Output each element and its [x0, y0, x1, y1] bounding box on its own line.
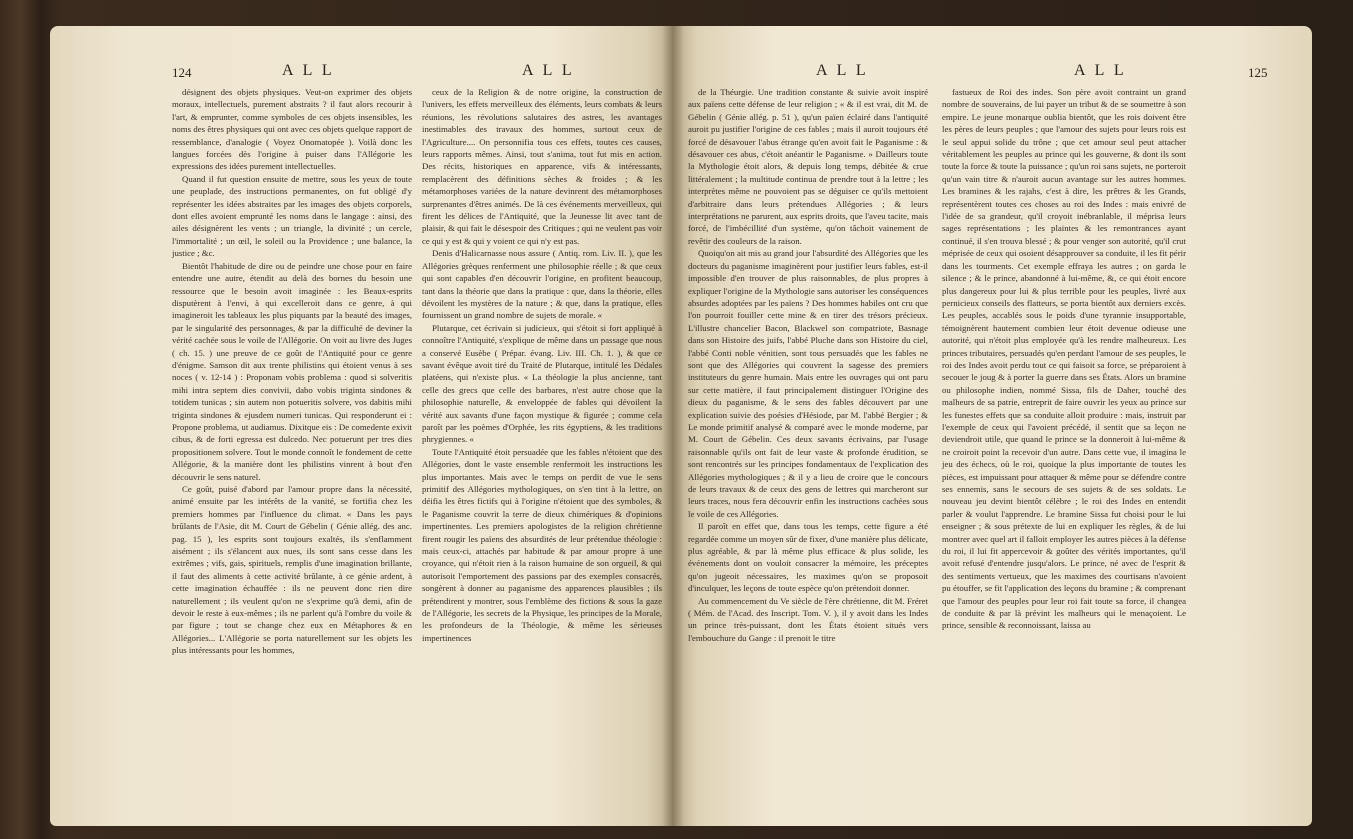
paragraph: Denis d'Halicarnasse nous assure ( Antiq. rom. Liv. II. ), que les Allégories grèques renferment une philosophie réelle ; & que ceux qui sont capables d'en découvrir l'origine, en profitent beaucoup, tant dans la théorie que dans la pratique : que, dans la théorie, elles dévoilent les mystères de la nature ; & que, dans la pratique, elles fournissent un grand nombre de sujets de morale. «: [422, 248, 662, 321]
paragraph: Ce goût, puisé d'abord par l'amour propre dans la nécessité, animé ensuite par les intérêts de la vanité, se fortifia chez les premiers hommes par l'influence du climat. « Dans les pays brûlants de l'Asie, dit M. Court de Gébelin ( Génie allég. des anc. pag. 15 ), les esprits sont toujours exaltés, ils s'enflamment aisément ; ils s'élancent aux nues, ils sont sans cesse dans les extrêmes ; vifs, gais, spirituels, remplis d'une imagination brillante, il faut des aliments à cette activité brûlante, à ce génie ardent, à cette imagination échauffée : ils ne peuvent donc rien dire naturellement ; ils veulent qu'on ne s'exprime qu'à demi, afin de devoir le reste à eux-mêmes ; ils ne parlent qu'à l'ombre du voile & par figure ; tout se change chez eux en Métaphores & en Allégories... L'Allégorie se porta naturellement sur les objets les plus intéressants pour les hommes,: [172, 484, 412, 656]
paragraph: Bientôt l'habitude de dire ou de peindre une chose pour en faire entendre une autre, étendit au delà des bornes du besoin une ressource que le besoin avoit imaginée : les Beaux-esprits disputèrent à l'envi, à qui excelleroit dans ce genre, à qui imagineroit les tableaux les plus piquants par la beauté des images, par le singularité des personnages, & par la difficulté de deviner la vérité cachée sous le voile de l'Allégorie. On voit au livre des Juges ( ch. 15. ) une preuve de ce goût de l'Antiquité pour ce genre d'énigme. Samson dit aux trente philistins qui étoient venus à ses noces ( v. 12-14 ) : Proponam vobis problema : quod si solveritis mihi intra septem dies convivii, dabo vobis triginta sindones & totidem tunicas ; sin autem non potueritis solvere, vos dabitis mihi triginta sindones & ejusdem numeri tunicas. Qui responderunt ei : Propone problema, ut audiamus. Dixitque eis : De comedente exivit cibus, & de forti egressa est dulcedo. Nec potuerunt per tres dies propositionem solvere. Tout le monde connoît le fondement de cette Allégorie, & la manière dont les philistins vinrent à bout d'en découvrir le sens naturel.: [172, 260, 412, 482]
paragraph: Quoiqu'on ait mis au grand jour l'absurdité des Allégories que les docteurs du paganisme imaginèrent pour justifier leurs fables, est-il impossible d'en trouver de plus raisonnables, de plus propres à expliquer l'origine de la Mythologie sans autoriser les conséquences absurdes adoptées par les païens ? Des hommes habiles ont cru que l'on pourroit fouiller cette mine & en tirer des trésors précieux. L'illustre chancelier Bacon, Blackwel son compatriote, Basnage dans son Histoire des juifs, l'abbé Pluche dans son Histoire du ciel, l'abbé Conti noble vénitien, sont tous persuadés que les fables ne sont que des Allégories qui couvrent la sagesse des premiers instituteurs du genre humain. Mais entre les ouvrages qui ont paru sur cette matière, il faut principalement distinguer l'Origine des dieux du paganisme, & le sens des fables découvert par une explication suivie des poésies d'Hésiode, par M. l'abbé Bergier ; & Le monde primitif analysé & comparé avec le monde moderne, par M. Court de Gébelin. Ces deux savants écrivains, par l'usage raisonnable qu'ils ont fait de leur vaste & profonde érudition, se sont rencontrés sur les principes fondamentaux de l'explication des Allégories mythologiques ; & il y a lieu de croire que le concours de leurs travaux & de ceux des gens de lettres qui marcheront sur leurs traces, nous fera découvrir enfin les instructions cachées sous le voile de ces Allégories.: [688, 248, 928, 519]
right-running-head: [688, 62, 1288, 86]
paragraph: désignent des objets physiques. Veut-on exprimer des objets moraux, intellectuels, purement abstraits ? il faut alors recourir à l'art, & emprunter, comme symboles de ces objets insensibles, les noms des êtres physiques qui ont avec ces objets quelque rapport de ressemblance, d'analogie ( Voyez Onomatopée ). Voilà donc les langues forcées dès l'origine à puiser dans l'Allégorie les expressions des idées purement intellectuelles.: [172, 87, 412, 172]
left-column-1: [172, 86, 412, 657]
running-head-right-col2: A L L: [1074, 62, 1127, 79]
paragraph: Quand il fut question ensuite de mettre, sous les yeux de toute une peuplade, des instructions permanentes, on fut obligé d'y représenter les idées abstraites par les images des objets corporels, dont elles avoient emprunté les noms dans le langage : ainsi, des ailes désignèrent les vents ; un triangle, la divinité ; un cercle, l'immortalité ; un œil, le soleil ou la Providence ; une balance, la justice ; &c.: [172, 173, 412, 259]
left-page: [50, 26, 672, 826]
paragraph: Plutarque, cet écrivain si judicieux, qui s'étoit si fort appliqué à connoître l'Antiquité, s'explique de même dans un passage que nous a conservé Eusèbe ( Prépar. évang. Liv. III. Ch. 1. ), & que ce savant évêque avoit tiré du Traité de Plutarque, intitulé les Dédales platéens, qui n'existe plus. « La théologie la plus ancienne, tant celle des grecs que celle des barbares, n'est autre chose que la philosophie naturelle, & enveloppée de fables qui dévoilent la vérité aux savants d'une façon mystique & figurée ; comme cela paroît par les poèmes d'Orphée, les rits égyptiens, & les traditions phrygiennes. «: [422, 322, 662, 445]
left-column-2: [422, 86, 662, 644]
right-column-1: [688, 86, 928, 644]
paragraph: Toute l'Antiquité étoit persuadée que les fables n'étoient que des Allégories, dont le vaste ensemble renfermoit les instructions les plus importantes. Mais avec le temps on perdit de vue le sens primitif des Allégories mythologiques, on s'en tint à la lettre, on déifia les êtres fictifs qui à l'origine n'étoient que des symboles, & le Paganisme couvrit la terre de dieux chimériques & d'opinions impertinentes. Les premiers apologistes de la religion chrétienne firent rougir les païens des absurdités de leur prétendue théologie : mais ceux-ci, attachés par habitude & par amour propre à une croyance, qui n'étoit rien à la raison humaine de son orgueil, & qui autorisoit l'emportement des passions par des exemples consacrés, songèrent à donner au paganisme des apparences plausibles ; ils prétendirent y montrer, sous l'emblème des fictions & sous la gaze de l'Allégorie, les secrets de la Physique, les principes de la Morale, les profondeurs de la Théologie, & même les sérieuses impertinences: [422, 446, 662, 643]
paragraph: Il paroît en effet que, dans tous les temps, cette figure a été regardée comme un moyen sûr de fixer, d'une manière plus délicate, plus agréable, & par là même plus efficace & plus solide, les événements dont on vouloit consacrer la mémoire, les préceptes qu'on jugeoit nécessaires, les maximes qu'on se proposoit d'inculquer, les leçons de toute espèce qu'on prétendoit donner.: [688, 521, 928, 594]
running-head-left-col1: A L L: [282, 62, 335, 79]
left-running-head: [172, 62, 642, 86]
paragraph: fastueux de Roi des indes. Son père avoit contraint un grand nombre de souverains, de lui payer un tribut & de se soumettre à son empire. Le jeune monarque oublia bientôt, que les rois doivent être les pères de leurs peuples ; que l'amour des sujets pour leurs rois est le seul appui solide du trône ; que cet amour seul peut attacher véritablement les peuples au prince qui les gouverne, & dont ils sont toute la force & toute la puissance ; qu'un roi sans sujets, ne porteroit qu'un vain titre & n'auroit aucun avantage sur les autres hommes. Les bramines & les rajahs, c'est à dire, les prêtres & les Grands, représentèrent toutes ces choses au roi des Indes : mais enivré de l'idée de sa grandeur, qu'il croyoit inébranlable, il méprisa leurs sages représentations ; les plaintes & les remontrances ayant continué, il s'en trouva blessé ; & pour venger son autorité, qu'il crut méprisée de ceux qui osoient désapprouver sa conduite, il les fit périr dans les tourments. Cet exemple effraya les autres ; on garda le silence ; & le prince, abandonné à lui-même, &, ce qui étoit encore plus dangereux pour lui & plus terrible pour les peuples, livré aux pernicieux conseils des flatteurs, se porta bientôt aux derniers excès. Les peuples, accablés sous le poids d'une tyrannie insupportable, témoignèrent hautement combien leur étoit devenue odieuse une autorité, qui n'étoit plus employée qu'à les rendre malheureux. Les princes tributaires, persuadés qu'en perdant l'amour de ses peuples, le roi des Indes avoit perdu tout ce qui faisoit sa force, se préparoient à secouer le joug & à porter la guerre dans ses États. Alors un bramine ou philosophe indien, nommé Sissa, fils de Daher, touché des malheurs de sa patrie, entreprit de faire ouvrir les yeux au prince sur les funestes effets que sa conduite alloit produire : mais, instruit par l'exemple de ceux qui l'avoient précédé, il sentit que sa leçon ne deviendroit utile, que quand le prince se la donneroit à lui-même & ne croiroit point la recevoir d'un autre. Dans cette vue, il imagina le jeu des échecs, où le roi, quoique la plus importante de toutes les pièces, est impuissant pour attaquer & même pour se défendre contre ses ennemis, sans le secours de ses sujets & de ses soldats. Le nouveau jeu devint bientôt célèbre ; le roi des Indes en entendit parler & voulut l'apprendre. Le bramine Sissa fut choisi pour le lui enseigner ; & sous prétexte de lui en expliquer les règles, & de lui montrer avec quel art il falloit employer les autres pièces à la défense du roi, il lui fit appercevoir & goûter des vérités importantes, qu'il avoit refusé d'entendre jusqu'alors. Le prince, né avec de l'esprit & des sentiments vertueux, que les maximes des courtisans n'avoient pu étouffer, se fit l'application des leçons du bramine ; & comprenant que l'amour des peuples pour leur roi fait toute sa force, il changea de conduite & par là prévint les malheurs qui le menaçoient. Le prince, sensible & reconnoissant, laissa au: [942, 87, 1186, 631]
running-head-left-col2: A L L: [522, 62, 575, 79]
paragraph: de la Théurgie. Une tradition constante & suivie avoit inspiré aux païens cette défense de leur religion ; « & il est vrai, dit M. de Gébelin ( Génie allég. p. 51 ), qu'un païen éclairé dans l'antiquité auroit pu justifier l'origine de ces fables ; mais il auroit toujours été forcé de désavouer l'abus étrange qu'en avoit fait le Paganisme : & désavouer ces abus, c'étoit anéantir le Paganisme. » Dailleurs toute la Mythologie étoit alors, & depuis long temps, débitée & crue littéralement ; la multitude continua de prendre tout à la lettre ; les interprètes même ne pouvoient pas se déguiser ce qu'ils mettoient d'arbitraire dans leurs prétendues Allégories ; & leurs interprétations ne parurent, aux esprits droits, que l'aveu tacite, mais forcé, de l'imbécillité d'un système, qu'on tâchoit vainement de revêtir des couleurs de la raison.: [688, 87, 928, 246]
right-page: [672, 26, 1312, 826]
right-column-2: [942, 86, 1186, 632]
page-number-right: 125: [1248, 65, 1268, 80]
paragraph: ceux de la Religion & de notre origine, la construction de l'univers, les effets merveilleux des éléments, leurs combats & leurs réunions, les révolutions salutaires des astres, les avantages inestimables des travaux des hommes, surtout ceux de l'Agriculture.... On personnifia tous ces effets, toutes ces causes, leurs rapports mêmes. Ainsi, tout s'anima, tout fut mis en action. Des récits, historiques en apparence, vifs & intéressants, remplacèrent des définitions sèches & froides ; & les métamorphoses variées de la nature devinrent des métamorphoses surprenantes d'êtres animés. De là ces événements merveilleux, qui firent les délices de l'Antiquité, que la Jeunesse lit avec tant de plaisir, & qui fait le désespoir des Critiques ; qui ne veulent pas voir ce qui y est & qui y voient ce qui n'y est pas.: [422, 87, 662, 246]
page-number-left: 124: [172, 65, 192, 80]
running-head-right-col1: A L L: [816, 62, 869, 79]
paragraph: Au commencement du Ve siècle de l'ère chrétienne, dit M. Fréret ( Mém. de l'Acad. des Inscript. Tom. V. ), il y avoit dans les Indes un prince très-puissant, dont les États étoient situés vers l'embouchure du Gange : il prenoit le titre: [688, 595, 928, 643]
